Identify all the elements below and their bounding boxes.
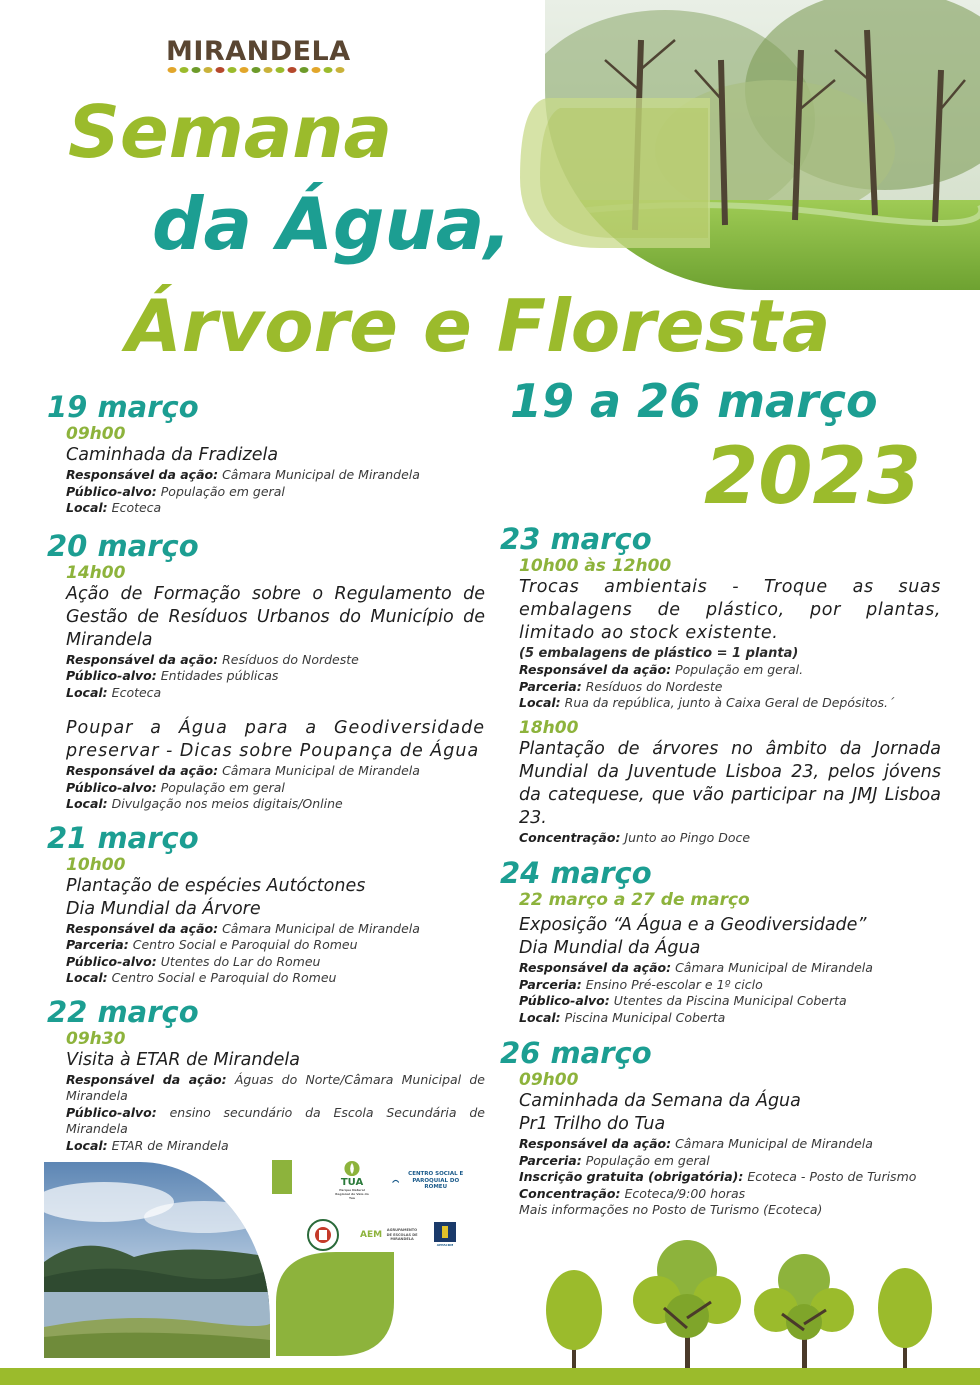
day-heading: 24 março — [500, 856, 652, 890]
event-detail: Responsável da ação: Águas do Norte/Câmara Municipal de Mirandela — [66, 1071, 485, 1103]
day-heading: 21 março — [47, 820, 199, 855]
trees-illustration — [536, 1238, 956, 1370]
partner-logo-aem: AEM AGRUPAMENTO DE ESCOLAS DE MIRANDELA — [360, 1228, 418, 1242]
day-heading: 23 março — [500, 522, 652, 556]
day-heading: 22 março — [47, 994, 199, 1029]
partner-logo-municipio — [272, 1160, 292, 1194]
event-detail: Mais informações no Posto de Turismo (Ecoteca) — [519, 1202, 823, 1217]
event — [66, 1049, 485, 1155]
event-title: Caminhada da Semana da Água Pr1 Trilho do Tua — [519, 1091, 801, 1134]
event-time: 09h30 — [66, 1028, 126, 1049]
tree-2 — [633, 1240, 741, 1370]
day-block-22-marco — [47, 995, 485, 1155]
partner-logo-tua: TUA Parque Natural Regional do Vale do Tua — [334, 1160, 370, 1200]
event-title: Plantação de árvores no âmbito da Jornada Mundial da Juventude Lisboa 23, pelos jóvens da catequese, que vão participar na JMJ Lisboa 23. — [519, 738, 941, 828]
event-detail: Concentração: Ecoteca/9:00 horas — [519, 1185, 746, 1201]
event-title: Caminhada da Fradizela — [66, 445, 279, 465]
tree-3 — [754, 1254, 854, 1370]
tree-1 — [546, 1270, 602, 1370]
appacdm-icon — [433, 1221, 457, 1243]
event-detail: Público-alvo: ensino secundário da Escola Secundária de Mirandela — [66, 1104, 485, 1136]
date-range: 19 a 26 março — [510, 374, 878, 428]
event — [66, 717, 485, 813]
event — [519, 1090, 941, 1219]
event-detail: Local: Rua da república, junto à Caixa Geral de Depósitos.´ — [519, 695, 895, 710]
event-detail: Local: Divulgação nos meios digitais/Online — [66, 796, 343, 811]
tua-drop-icon — [343, 1160, 361, 1177]
event-detail: Responsável da ação: Câmara Municipal de Mirandela — [519, 1136, 873, 1151]
event — [66, 583, 485, 702]
title-line-1: Semana — [68, 90, 393, 174]
event-title: Visita à ETAR de Mirandela — [66, 1049, 300, 1070]
event-detail: Público-alvo: Utentes do Lar do Romeu — [66, 953, 321, 969]
program-left-column — [47, 390, 485, 1154]
day-heading: 26 março — [500, 1036, 652, 1070]
event — [519, 576, 941, 712]
event-detail: Concentração: Junto ao Pingo Doce — [519, 829, 751, 845]
program-right-column — [500, 522, 941, 1219]
event-detail: Responsável da ação: Câmara Municipal de Mirandela — [66, 920, 420, 936]
ground-strip — [0, 1368, 980, 1385]
event-detail: Parceria: Ensino Pré-escolar e 1º ciclo — [519, 976, 763, 992]
event-detail: Local: ETAR de Mirandela — [66, 1137, 229, 1153]
emblem-seal-icon — [306, 1218, 340, 1252]
event — [66, 875, 485, 987]
event-time: 09h00 — [519, 1070, 579, 1090]
day-heading: 19 março — [47, 390, 199, 424]
day-block-26-marco — [500, 1036, 941, 1219]
event-detail: Responsável da ação: Câmara Municipal de Mirandela — [519, 960, 873, 975]
event — [66, 444, 485, 517]
bottom-leaf-shape — [276, 1252, 394, 1356]
event-detail: Local: Ecoteca — [66, 500, 162, 515]
river-landscape-photo — [44, 1162, 270, 1358]
event-time: 14h00 — [66, 562, 126, 583]
event — [519, 738, 941, 847]
partner-logo-emblem — [306, 1218, 340, 1252]
event-detail: Público-alvo: População em geral — [66, 779, 285, 795]
day-heading: 20 março — [47, 528, 199, 563]
tree-4 — [878, 1268, 932, 1370]
event-detail: Parceria: População em geral — [519, 1152, 710, 1168]
title-line-2: da Água, — [152, 182, 512, 266]
event-title: Exposição “A Água e a Geodiversidade” Dia Mundial da Água — [519, 915, 867, 958]
event-detail: Público-alvo: Utentes da Piscina Municipal Coberta — [519, 993, 847, 1008]
event-detail: Público-alvo: População em geral — [66, 483, 285, 499]
event-detail: Responsável da ação: Resíduos do Nordeste — [66, 651, 359, 667]
event-time: 09h00 — [66, 424, 126, 444]
event-detail: Público-alvo: Entidades públicas — [66, 668, 279, 683]
event-time: 22 março a 27 de março — [519, 890, 750, 910]
event-title: Ação de Formação sobre o Regulamento de Gestão de Resíduos Urbanos do Município de Mirandela — [66, 583, 485, 650]
event-note: (5 embalagens de plástico = 1 planta) — [519, 646, 799, 661]
event-detail: Parceria: Resíduos do Nordeste — [519, 678, 723, 694]
event-detail: Local: Ecoteca — [66, 684, 162, 700]
hero-leaf-shape — [520, 88, 710, 248]
logo-dots-decoration — [166, 66, 352, 74]
centro-social-icon — [392, 1176, 399, 1186]
event-detail: Local: Centro Social e Paroquial do Romeu — [66, 970, 337, 985]
event-time: 18h00 — [519, 717, 579, 738]
day-block-20-marco — [47, 529, 485, 813]
mirandela-logo: MIRANDELA — [166, 36, 351, 67]
day-block-21-marco — [47, 821, 485, 987]
event-detail: Responsável da ação: Câmara Municipal de Mirandela — [66, 467, 420, 482]
date-year: 2023 — [704, 432, 922, 522]
day-block-24-marco — [500, 856, 941, 1026]
event-time: 10h00 — [66, 854, 126, 875]
event-detail: Inscrição gratuita (obrigatória): Ecoteca - Posto de Turismo — [519, 1169, 917, 1184]
event-title: Trocas ambientais - Troque as suas embalagens de plástico, por plantas, limitado ao stock existente. — [519, 577, 941, 643]
title-line-3: Árvore e Floresta — [126, 284, 831, 368]
event-detail: Parceria: Centro Social e Paroquial do Romeu — [66, 937, 358, 952]
partner-logo-appacdm: APPACDM — [432, 1218, 458, 1250]
event-detail: Local: Piscina Municipal Coberta — [519, 1009, 726, 1025]
event — [519, 914, 941, 1026]
event-time: 10h00 às 12h00 — [519, 556, 672, 576]
day-block-23-marco — [500, 522, 941, 846]
partner-logo-centro-social: CENTRO SOCIAL E PAROQUIAL DO ROMEU — [392, 1172, 470, 1190]
event-detail: Responsável da ação: População em geral. — [519, 662, 804, 677]
event-title: Plantação de espécies Autóctones Dia Mundial da Árvore — [66, 875, 366, 919]
event-detail: Responsável da ação: Câmara Municipal de Mirandela — [66, 763, 420, 778]
day-block-19-marco — [47, 390, 485, 517]
event-title: Poupar a Água para a Geodiversidade preservar - Dicas sobre Poupança de Água — [66, 718, 485, 761]
